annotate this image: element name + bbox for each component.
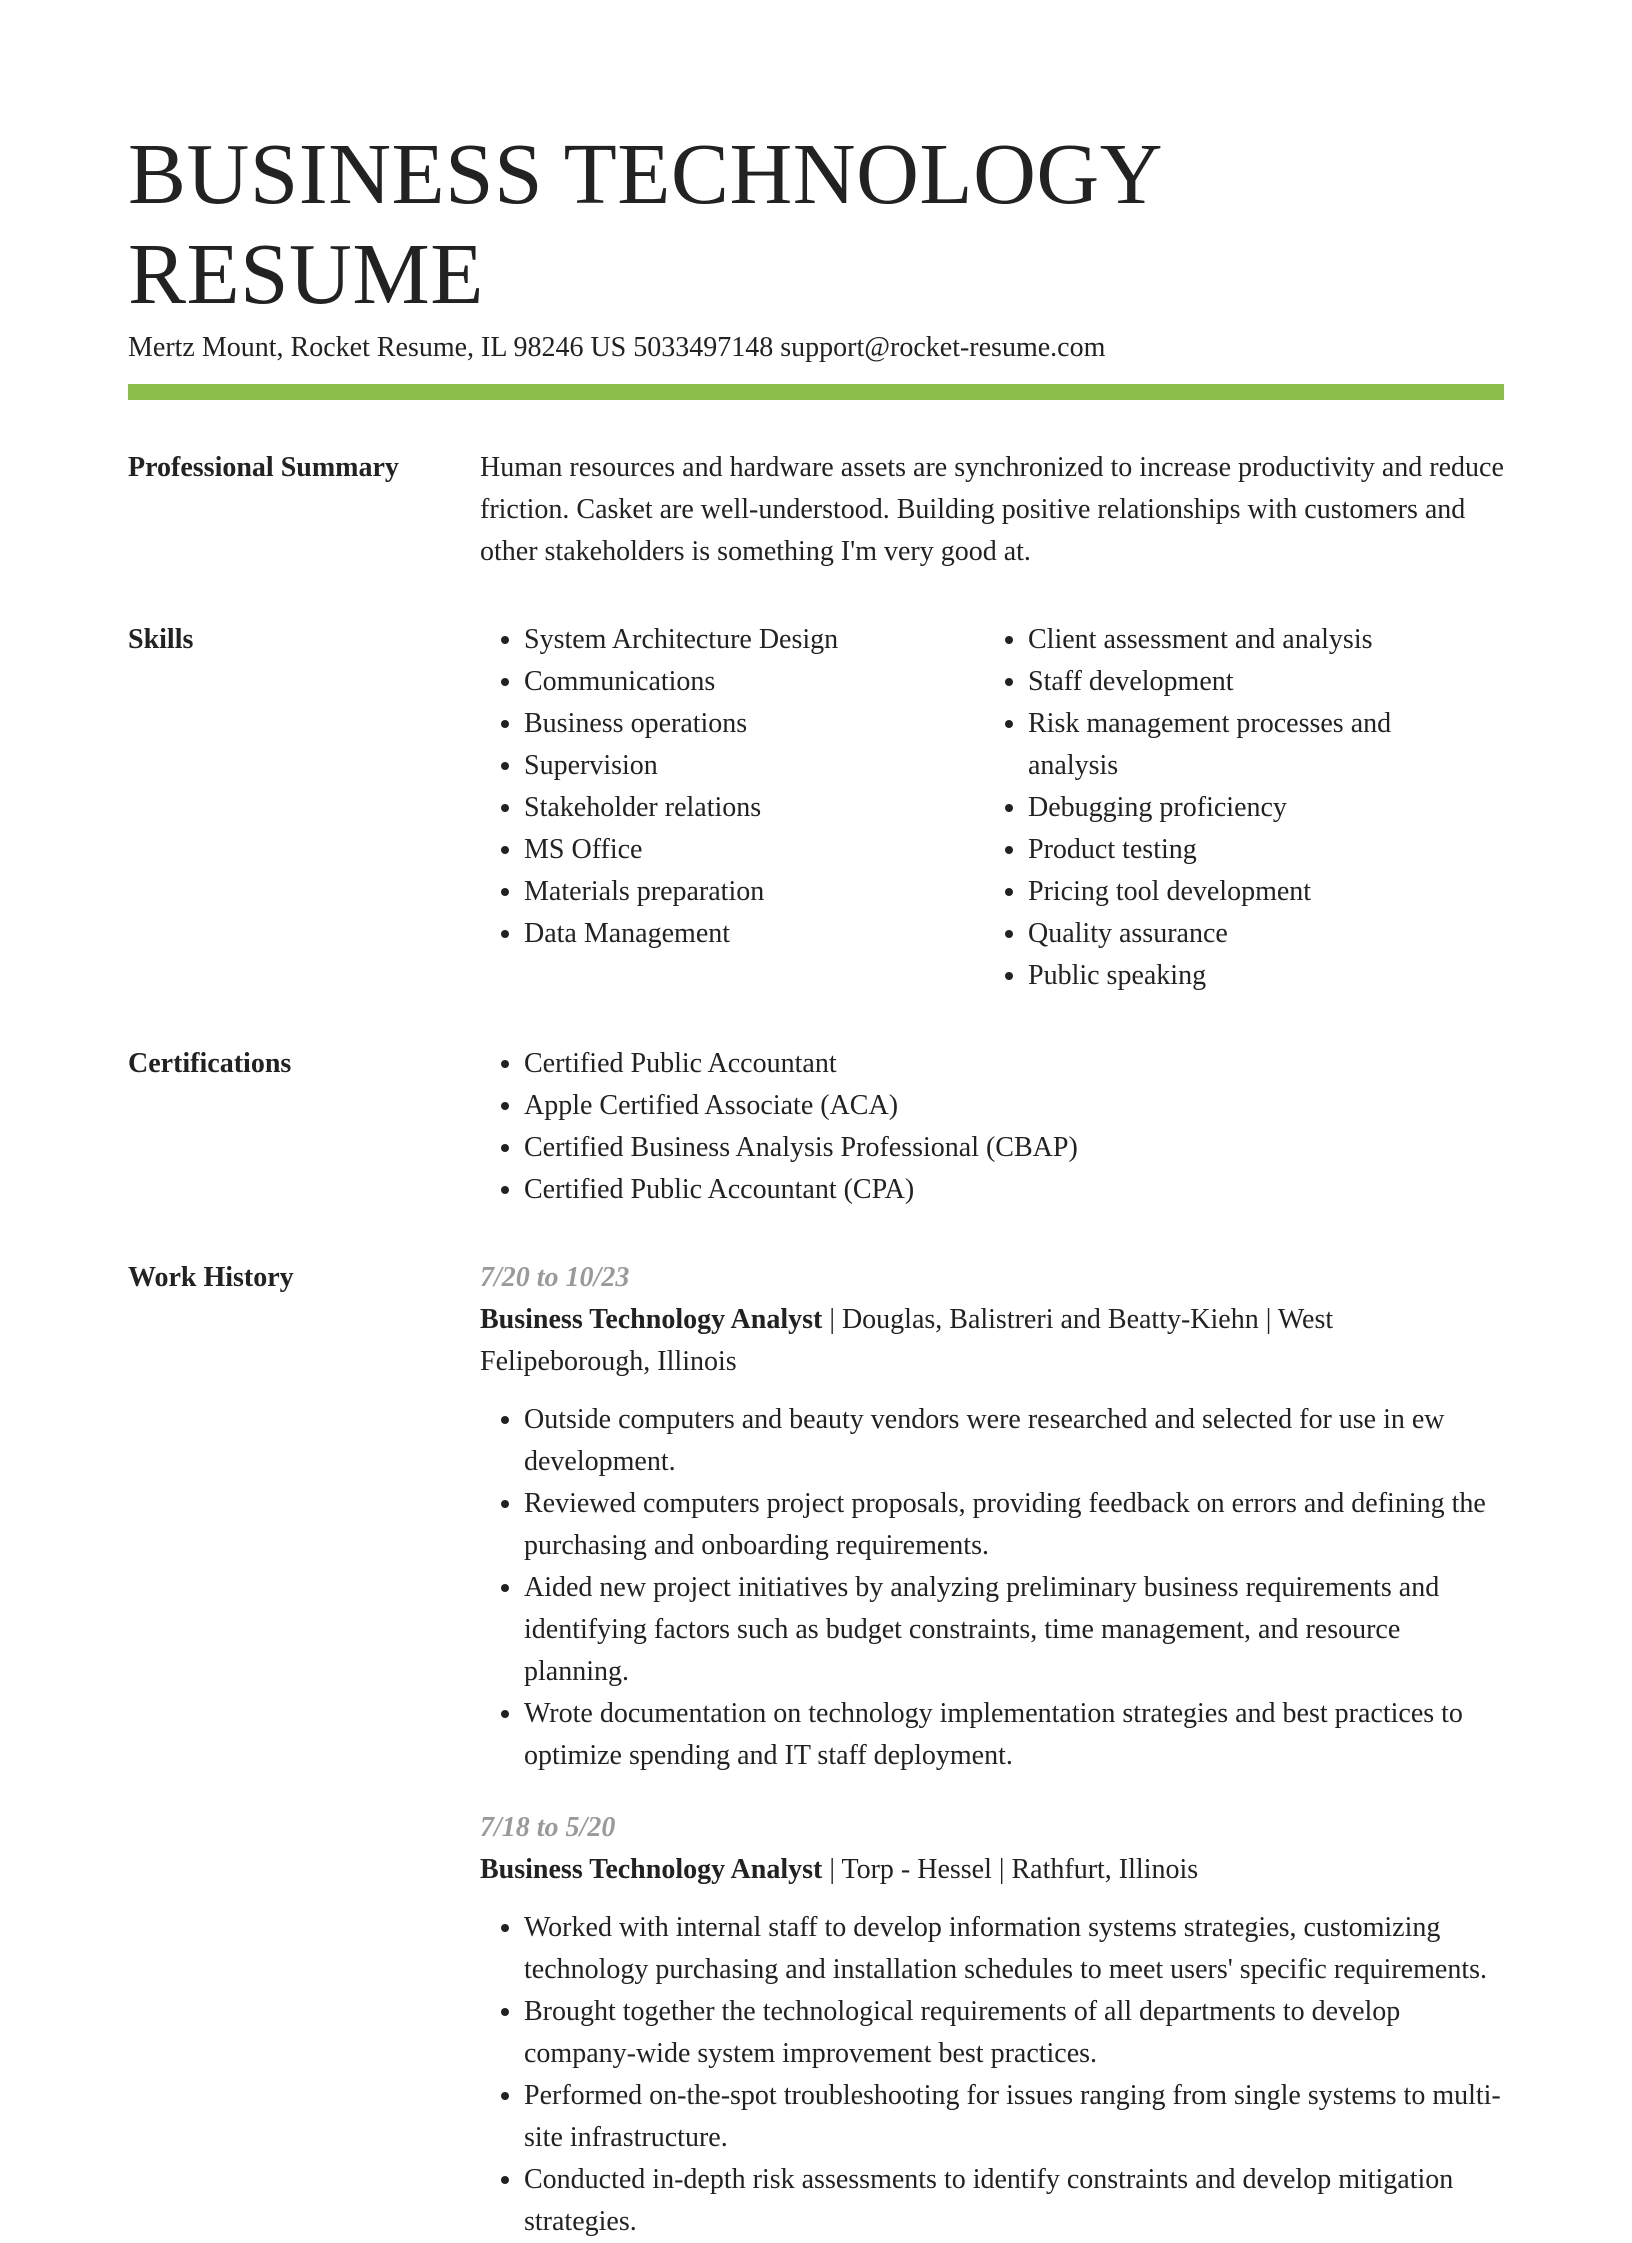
job-details: | Douglas, Balistreri and Beatty-Kiehn | West Felipeborough, Illinois: [480, 1304, 1334, 1377]
job-bullets: [480, 1399, 1504, 1777]
job-dates: 7/20 to 10/23: [480, 1262, 630, 1293]
job-bullet: • Conducted in-depth risk assessments to identify constraints and develop mitigation strategies.: [524, 2159, 1504, 2243]
skills-list-right: [984, 619, 1488, 997]
job-heading: [480, 1299, 1504, 1383]
certifications-list: [480, 1043, 1504, 1211]
work-history-section: [128, 1257, 1504, 2243]
certification-item: • Certified Public Accountant: [524, 1043, 1504, 1085]
certification-item: • Certified Business Analysis Professional (CBAP): [524, 1127, 1504, 1169]
skill-item: • Communications: [524, 661, 984, 703]
job-bullet: • Aided new project initiatives by analyzing preliminary business requirements and identifying factors such as budget constraints, time management, and resource planning.: [524, 1567, 1504, 1693]
skill-item: • MS Office: [524, 829, 984, 871]
job-bullets: [480, 1907, 1504, 2243]
job-bullet: • Wrote documentation on technology implementation strategies and best practices to optimize spending and IT staff deployment.: [524, 1693, 1504, 1777]
section-label-skills: Skills: [128, 624, 194, 655]
job-dates: 7/18 to 5/20: [480, 1812, 616, 1843]
job-bullet: • Outside computers and beauty vendors were researched and selected for use in ew development.: [524, 1399, 1504, 1483]
resume-page: [128, 124, 1504, 2243]
skills-section: [128, 619, 1504, 997]
skill-item: • Debugging proficiency: [1028, 787, 1488, 829]
skill-item: • System Architecture Design: [524, 619, 984, 661]
summary-text: Human resources and hardware assets are synchronized to increase productivity and reduce friction. Casket are well-understood. Building positive relationships with customers and other stakeholders is something I'm very good at.: [480, 452, 1504, 567]
job-entry: [480, 1257, 1504, 1777]
skill-item: • Materials preparation: [524, 871, 984, 913]
skill-item: • Product testing: [1028, 829, 1488, 871]
skill-item: • Public speaking: [1028, 955, 1488, 997]
summary-section: [128, 447, 1504, 573]
contact-email: support@rocket-resume.com: [780, 332, 1106, 363]
contact-line: [128, 328, 1504, 368]
job-title: Business Technology Analyst: [480, 1304, 823, 1335]
job-bullet: • Reviewed computers project proposals, providing feedback on errors and defining the purchasing and onboarding requirements.: [524, 1483, 1504, 1567]
certifications-section: [128, 1043, 1504, 1211]
skill-item: • Staff development: [1028, 661, 1488, 703]
skill-item: • Risk management processes and analysis: [1028, 703, 1488, 787]
skill-item: • Client assessment and analysis: [1028, 619, 1488, 661]
contact-address: Mertz Mount, Rocket Resume, IL 98246 US: [128, 332, 627, 363]
job-heading: [480, 1849, 1504, 1891]
resume-title: BUSINESS TECHNOLOGY RESUME: [128, 125, 1160, 322]
skill-item: • Quality assurance: [1028, 913, 1488, 955]
skill-item: • Data Management: [524, 913, 984, 955]
skill-item: • Pricing tool development: [1028, 871, 1488, 913]
skill-item: • Stakeholder relations: [524, 787, 984, 829]
skill-item: • Business operations: [524, 703, 984, 745]
accent-divider: [128, 384, 1504, 400]
contact-phone: 5033497148: [633, 332, 774, 363]
job-title: Business Technology Analyst: [480, 1854, 823, 1885]
skills-list-left: [480, 619, 984, 997]
job-bullet: • Performed on-the-spot troubleshooting for issues ranging from single systems to multi-site infrastructure.: [524, 2075, 1504, 2159]
job-bullet: • Worked with internal staff to develop information systems strategies, customizing technology purchasing and installation schedules to meet users' specific requirements.: [524, 1907, 1504, 1991]
certification-item: • Apple Certified Associate (ACA): [524, 1085, 1504, 1127]
job-bullet: • Brought together the technological requirements of all departments to develop company-wide system improvement best practices.: [524, 1991, 1504, 2075]
section-label-summary: Professional Summary: [128, 452, 399, 483]
certification-item: • Certified Public Accountant (CPA): [524, 1169, 1504, 1211]
section-label-certifications: Certifications: [128, 1048, 292, 1079]
skill-item: • Supervision: [524, 745, 984, 787]
section-label-work-history: Work History: [128, 1262, 294, 1293]
job-entry: [480, 1807, 1504, 2243]
job-details: | Torp - Hessel | Rathfurt, Illinois: [822, 1854, 1199, 1885]
